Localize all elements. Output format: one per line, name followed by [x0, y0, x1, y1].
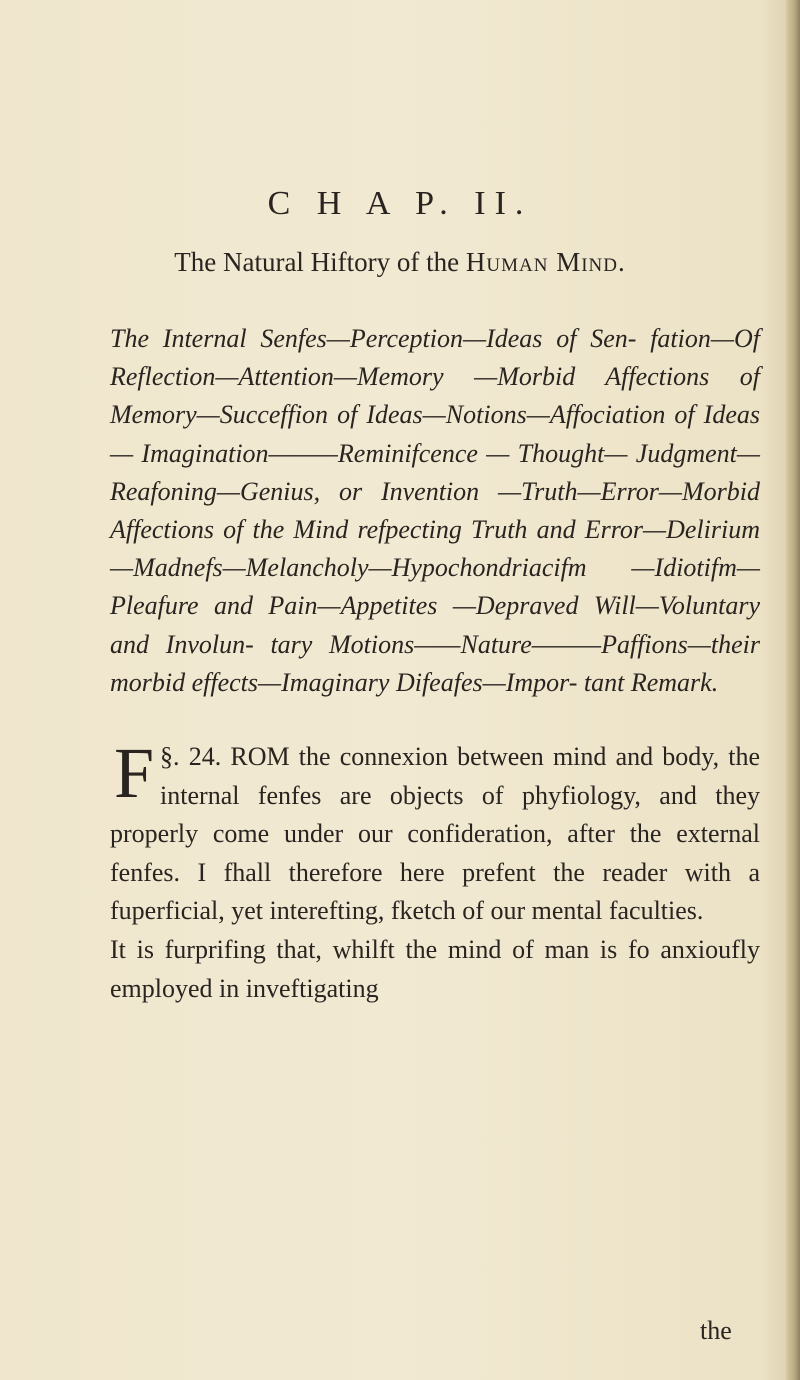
body-text	[110, 733, 761, 1008]
catchword: the	[700, 1316, 732, 1345]
section-mark: §. 24.	[160, 742, 222, 771]
chapter-heading: C H A P. II.	[267, 185, 533, 222]
title-lead: The Natural Hiftory of the	[174, 247, 466, 277]
paragraph-1-text: ROM the connexion between mind and body, the internal fenfes are objects of phyfiology, and they properly come under our confideration, after the external fenfes. I fhall therefore here prefent the reader with a fuperficial, yet interefting, fketch of our mental faculties.	[110, 742, 761, 926]
paragraph-2: It is furprifing that, whilft the mind of man is fo anxioufly employed in inveftigating	[110, 934, 760, 1003]
chapter-contents-summary: The Internal Senfes—Perception—Ideas of Sen- fation—Of Reflection—Attention—Memory —Morbid Affections of Memory—Succeffion of Ideas—Notions—Affociation of Ideas— Imagination———Reminifcence — Thought— Judgment—Reafoning—Genius, or Invention —Truth—Error—Morbid Affections of the Mind refpecting Truth and Error—Delirium —Madnefs—Melancholy—Hypochondriacifm —Idiotifm—Pleafure and Pain—Appetites —Depraved Will—Voluntary and Involun- tary Motions——Nature———Paffions—their morbid effects—Imaginary Difeafes—Impor- tant Remark.	[110, 324, 760, 697]
chapter-title	[0, 247, 800, 278]
paragraph-1	[110, 733, 761, 931]
drop-cap: F	[114, 733, 155, 813]
title-smallcaps: Human Mind.	[465, 247, 626, 277]
